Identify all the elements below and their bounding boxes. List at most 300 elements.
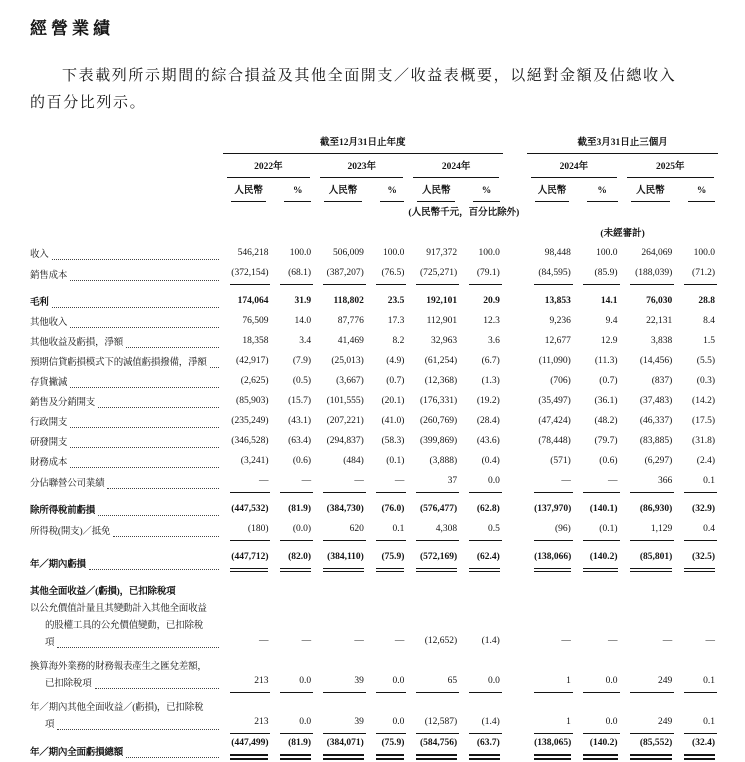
cell-amount: 249 — [622, 652, 677, 693]
cell-amount: (85,903) — [236, 396, 269, 406]
cell-amount: (83,885) — [639, 436, 673, 446]
cell-percent: 31.9 — [294, 296, 312, 306]
group-gap — [504, 352, 526, 372]
cell-percent: 0.1 — [676, 472, 719, 493]
cell-amount — [315, 574, 368, 601]
row-label-text: 年／期內全面虧損總額 — [30, 748, 124, 758]
cell-amount: 37 — [408, 472, 461, 493]
cell-amount: 1 — [526, 652, 575, 693]
cell-amount: (2,625) — [240, 376, 269, 386]
dotted-leader — [70, 280, 219, 281]
table-row — [30, 601, 719, 652]
table-row — [30, 332, 719, 352]
row-label-text: 換算海外業務的財務報表產生之匯兌差額， — [30, 662, 207, 672]
cell-percent: 0.0 — [575, 693, 622, 734]
dotted-leader — [107, 488, 218, 489]
unit-note: (人民幣千元，百分比除外) — [408, 208, 520, 218]
cell-percent: 8.4 — [703, 316, 715, 326]
cell-percent: (1.4) — [481, 636, 500, 646]
year-header-2: 2023年 — [315, 154, 408, 178]
row-label-text: 項 — [45, 638, 55, 648]
table-row — [30, 520, 719, 541]
cell-amount: 39 — [315, 693, 368, 734]
group-gap — [504, 520, 526, 541]
row-label — [30, 472, 222, 493]
dotted-leader — [70, 447, 219, 448]
cell-amount — [408, 574, 461, 601]
cell-percent: 20.9 — [483, 296, 500, 306]
unit-pct-header: % — [272, 178, 315, 202]
row-label-text: 所得稅(開支)／抵免 — [30, 527, 111, 537]
cell-percent: (48.2) — [594, 416, 618, 426]
cell-percent: (1.3) — [481, 376, 500, 386]
cell-amount: (447,712) — [222, 541, 273, 574]
table-row — [30, 493, 719, 520]
dotted-leader — [70, 387, 219, 388]
row-label-text: 銷售成本 — [30, 271, 68, 281]
cell-amount: 917,372 — [426, 248, 458, 258]
cell-percent: (81.9) — [288, 504, 312, 514]
cell-percent: — — [272, 472, 315, 493]
row-label-text: 銷售及分銷開支 — [30, 398, 96, 408]
cell-amount: 87,776 — [337, 316, 364, 326]
row-label — [30, 392, 222, 412]
cell-percent: 23.5 — [387, 296, 405, 306]
table-row — [30, 352, 719, 372]
row-label-text: 存貨撇減 — [30, 378, 68, 388]
cell-amount: — — [662, 636, 673, 646]
cell-percent: 0.1 — [676, 652, 719, 693]
cell-amount: (447,532) — [231, 504, 269, 514]
table-body — [30, 244, 719, 762]
group-gap — [504, 154, 526, 178]
group-gap — [504, 693, 526, 734]
cell-percent: (15.7) — [288, 396, 312, 406]
row-label — [30, 520, 222, 541]
cell-percent: — — [301, 636, 312, 646]
cell-percent: (2.4) — [696, 456, 715, 466]
row-label — [30, 601, 222, 652]
cell-amount: — — [222, 472, 273, 493]
cell-amount: 98,448 — [544, 248, 571, 258]
dotted-leader — [98, 515, 219, 516]
table-row — [30, 693, 719, 734]
cell-percent: (75.9) — [368, 734, 409, 762]
dotted-leader — [70, 327, 219, 328]
unit-pct-header: % — [575, 178, 622, 202]
unit-rmb-header: 人民幣 — [408, 178, 461, 202]
cell-amount: (12,652) — [424, 636, 458, 646]
cell-amount: (260,769) — [419, 416, 458, 426]
cell-amount: 366 — [622, 472, 677, 493]
cell-percent: 8.2 — [392, 336, 405, 346]
cell-percent: — — [608, 636, 618, 646]
group-gap — [504, 223, 526, 244]
group-gap — [504, 493, 526, 520]
cell-amount: (384,071) — [315, 734, 368, 762]
cell-amount: (447,499) — [222, 734, 273, 762]
cell-percent: 100.0 — [693, 248, 715, 258]
cell-percent: 0.0 — [272, 652, 315, 693]
cell-percent: 17.3 — [387, 316, 405, 326]
row-label-text: 其他收益及虧損，淨額 — [30, 338, 124, 348]
cell-amount: (384,730) — [326, 504, 364, 514]
cell-percent: (11.3) — [594, 356, 618, 366]
cell-amount: (46,337) — [639, 416, 673, 426]
table-row — [30, 412, 719, 432]
cell-amount: (137,970) — [534, 504, 572, 514]
cell-percent — [272, 574, 315, 601]
cell-percent: (140.2) — [575, 541, 622, 574]
row-label-text: 的股權工具的公允價值變動，已扣除稅 — [45, 621, 204, 631]
row-label-text: 項 — [45, 720, 55, 730]
row-label-text: 其他全面收益／(虧損)，已扣除稅項 — [30, 587, 176, 597]
cell-percent: (0.6) — [599, 456, 618, 466]
cell-amount: (12,587) — [408, 693, 461, 734]
cell-amount: (346,528) — [231, 436, 269, 446]
cell-amount: (180) — [222, 520, 273, 541]
table-row — [30, 574, 719, 601]
group-gap — [504, 264, 526, 285]
dotted-leader — [52, 307, 219, 308]
dotted-leader — [126, 757, 219, 758]
period-annual-header: 截至12月31日止年度 — [222, 133, 504, 154]
dotted-leader — [89, 569, 219, 570]
header-spacer — [30, 133, 222, 154]
cell-percent: (20.1) — [381, 396, 405, 406]
header-unaudited-row — [30, 223, 719, 244]
cell-amount: (12,368) — [424, 376, 458, 386]
row-label — [30, 332, 222, 352]
cell-percent: 100.0 — [478, 248, 500, 258]
cell-amount: — — [561, 636, 571, 646]
cell-percent — [461, 574, 504, 601]
group-gap — [504, 392, 526, 412]
cell-percent: (43.6) — [476, 436, 500, 446]
intro-paragraph — [30, 63, 719, 117]
cell-amount: 1 — [526, 693, 575, 734]
cell-percent: (14.2) — [692, 396, 715, 406]
cell-amount: (101,555) — [326, 396, 364, 406]
header-year-row — [30, 154, 719, 178]
cell-amount: — — [258, 636, 269, 646]
cell-percent: (63.7) — [461, 734, 504, 762]
cell-amount: (571) — [550, 456, 571, 466]
dotted-leader — [98, 407, 219, 408]
intro-line-1: 下表載列所示期間的綜合損益及其他全面開支／收益表概要，以絕對金額及佔總收入 — [62, 68, 677, 84]
cell-percent: 14.1 — [600, 296, 618, 306]
group-gap — [504, 178, 526, 202]
cell-amount: 4,308 — [408, 520, 461, 541]
cell-percent: (4.9) — [386, 356, 405, 366]
header-note-row — [30, 202, 719, 223]
header-spacer — [30, 223, 504, 244]
row-label-text: 行政開支 — [30, 418, 68, 428]
dotted-leader — [52, 259, 219, 260]
year-header-1: 2022年 — [222, 154, 315, 178]
dotted-leader — [57, 647, 218, 648]
cell-amount — [222, 574, 273, 601]
cell-amount: 213 — [222, 693, 273, 734]
cell-percent: 0.0 — [272, 693, 315, 734]
cell-amount: (294,837) — [326, 436, 364, 446]
cell-percent: (0.0) — [272, 520, 315, 541]
dotted-leader — [57, 729, 218, 730]
group-gap — [504, 472, 526, 493]
group-gap — [504, 452, 526, 472]
group-gap — [504, 312, 526, 332]
cell-percent: (63.4) — [288, 436, 312, 446]
group-gap — [504, 285, 526, 312]
row-label — [30, 372, 222, 392]
cell-percent: 3.6 — [487, 336, 500, 346]
cell-amount: (96) — [526, 520, 575, 541]
cell-percent: 0.5 — [461, 520, 504, 541]
row-label — [30, 452, 222, 472]
header-spacer — [30, 202, 408, 223]
group-gap — [504, 432, 526, 452]
row-label-text: 年／期內虧損 — [30, 560, 86, 570]
cell-amount: (47,424) — [538, 416, 571, 426]
cell-amount: (35,497) — [538, 396, 571, 406]
year-header-3: 2024年 — [408, 154, 503, 178]
cell-amount: 112,901 — [426, 316, 458, 326]
cell-percent: (1.4) — [461, 693, 504, 734]
cell-percent: (75.9) — [368, 541, 409, 574]
table-row — [30, 244, 719, 264]
cell-amount: (84,595) — [526, 264, 575, 285]
cell-percent — [676, 574, 719, 601]
cell-percent: (0.6) — [292, 456, 312, 466]
header-period-row — [30, 133, 719, 154]
cell-amount: 32,963 — [431, 336, 458, 346]
cell-amount: (11,090) — [538, 356, 571, 366]
cell-percent: (41.0) — [381, 416, 405, 426]
financial-summary-table — [30, 133, 719, 762]
cell-amount: (706) — [550, 376, 571, 386]
cell-percent: 0.4 — [676, 520, 719, 541]
cell-amount: (387,207) — [315, 264, 368, 285]
group-gap — [504, 244, 526, 264]
cell-percent: (19.2) — [476, 396, 500, 406]
cell-amount: 18,358 — [242, 336, 269, 346]
dotted-leader — [113, 536, 218, 537]
cell-amount: (576,477) — [419, 504, 458, 514]
cell-percent: (62.8) — [476, 504, 500, 514]
dotted-leader — [70, 427, 219, 428]
row-label-text: 預期信貸虧損模式下的減值虧損撥備，淨額 — [30, 358, 207, 368]
cell-amount: 620 — [315, 520, 368, 541]
row-label — [30, 574, 222, 601]
group-gap — [504, 574, 526, 601]
row-label — [30, 244, 222, 264]
cell-percent: (71.2) — [676, 264, 719, 285]
cell-amount: 1,129 — [622, 520, 677, 541]
dotted-leader — [70, 467, 219, 468]
cell-amount: (138,065) — [526, 734, 575, 762]
cell-amount: (584,756) — [408, 734, 461, 762]
intro-line-2: 的百分比列示。 — [30, 95, 147, 111]
cell-percent: 100.0 — [596, 248, 618, 258]
dotted-leader — [210, 367, 219, 368]
table-row — [30, 734, 719, 762]
header-spacer — [30, 154, 222, 178]
table-row — [30, 472, 719, 493]
cell-percent: (140.2) — [575, 734, 622, 762]
cell-amount: — — [526, 472, 575, 493]
group-gap — [504, 652, 526, 693]
unit-rmb-header: 人民幣 — [315, 178, 368, 202]
cell-percent: 0.1 — [676, 693, 719, 734]
cell-amount: 249 — [622, 693, 677, 734]
unit-rmb-header: 人民幣 — [222, 178, 273, 202]
row-label — [30, 285, 222, 312]
cell-amount: (42,917) — [236, 356, 269, 366]
group-gap — [504, 412, 526, 432]
table-row — [30, 452, 719, 472]
cell-amount: 506,009 — [332, 248, 364, 258]
cell-percent: 9.4 — [605, 316, 618, 326]
cell-amount: 9,236 — [549, 316, 571, 326]
cell-percent: 0.0 — [368, 693, 409, 734]
cell-percent: (36.1) — [594, 396, 618, 406]
cell-percent: (6.7) — [481, 356, 500, 366]
cell-percent — [575, 574, 622, 601]
table-row — [30, 541, 719, 574]
row-label — [30, 652, 222, 693]
group-gap — [504, 541, 526, 574]
cell-percent: (32.5) — [676, 541, 719, 574]
row-label — [30, 412, 222, 432]
cell-amount: 13,853 — [544, 296, 571, 306]
unit-pct-header: % — [461, 178, 504, 202]
year-header-4: 2024年 — [526, 154, 621, 178]
row-label — [30, 734, 222, 762]
cell-amount: (176,331) — [419, 396, 458, 406]
row-label-text: 以公允價值計量且其變動計入其他全面收益 — [30, 604, 207, 614]
cell-percent: (82.0) — [272, 541, 315, 574]
table-row — [30, 264, 719, 285]
row-label-text: 已扣除稅項 — [45, 679, 92, 689]
group-gap — [504, 601, 526, 652]
cell-amount: (188,039) — [622, 264, 677, 285]
table-row — [30, 432, 719, 452]
cell-amount: (399,869) — [419, 436, 458, 446]
cell-percent: (140.1) — [589, 504, 618, 514]
dotted-leader — [95, 688, 219, 689]
cell-percent: (5.5) — [696, 356, 715, 366]
cell-amount: (3,241) — [240, 456, 269, 466]
cell-percent: 0.0 — [461, 472, 504, 493]
cell-percent — [368, 574, 409, 601]
table-row — [30, 652, 719, 693]
cell-percent: (28.4) — [476, 416, 500, 426]
cell-amount: (484) — [343, 456, 364, 466]
cell-amount: 41,469 — [337, 336, 364, 346]
cell-amount: (6,297) — [644, 456, 673, 466]
header-spacer — [526, 202, 719, 223]
cell-percent: (58.3) — [381, 436, 405, 446]
cell-percent: (81.9) — [272, 734, 315, 762]
row-label-text: 財務成本 — [30, 458, 68, 468]
row-label-text: 其他收入 — [30, 318, 68, 328]
row-label — [30, 693, 222, 734]
group-gap — [504, 372, 526, 392]
table-row — [30, 392, 719, 412]
cell-amount: (384,110) — [315, 541, 368, 574]
page-title: 經營業績 — [30, 19, 114, 38]
cell-percent: 0.0 — [368, 652, 409, 693]
cell-amount: (86,930) — [639, 504, 673, 514]
table-header — [30, 133, 719, 244]
cell-amount: 12,677 — [544, 336, 571, 346]
cell-amount: (25,013) — [331, 356, 364, 366]
table-row — [30, 312, 719, 332]
row-label — [30, 493, 222, 520]
cell-percent: (32.4) — [676, 734, 719, 762]
cell-percent: 0.1 — [368, 520, 409, 541]
cell-percent: (0.4) — [481, 456, 500, 466]
cell-percent: 0.0 — [575, 652, 622, 693]
cell-percent: (79.1) — [461, 264, 504, 285]
row-label — [30, 541, 222, 574]
row-label-text: 年／期內其他全面收益／(虧損)，已扣除稅 — [30, 703, 204, 713]
group-gap — [504, 332, 526, 352]
cell-percent: (43.1) — [288, 416, 312, 426]
cell-amount: — — [315, 472, 368, 493]
group-gap — [504, 734, 526, 762]
cell-percent: 0.0 — [461, 652, 504, 693]
cell-percent: 28.8 — [698, 296, 715, 306]
row-label — [30, 352, 222, 372]
year-header-5: 2025年 — [622, 154, 720, 178]
cell-percent: 100.0 — [289, 248, 312, 258]
cell-percent: (0.5) — [292, 376, 312, 386]
cell-amount: 264,069 — [641, 248, 673, 258]
row-label-text: 收入 — [30, 250, 49, 260]
cell-amount: (14,456) — [639, 356, 673, 366]
cell-percent: (62.4) — [461, 541, 504, 574]
cell-percent: (68.1) — [272, 264, 315, 285]
period-quarter-header: 截至3月31日止三個月 — [526, 133, 719, 154]
cell-amount: 3,838 — [650, 336, 673, 346]
cell-percent: (0.1) — [386, 456, 405, 466]
cell-amount: 118,802 — [333, 296, 364, 306]
row-label-text: 除所得稅前虧損 — [30, 506, 96, 516]
cell-percent: (79.7) — [594, 436, 618, 446]
cell-percent: — — [575, 472, 622, 493]
table-row — [30, 285, 719, 312]
cell-percent: (0.7) — [386, 376, 405, 386]
cell-percent: (0.1) — [575, 520, 622, 541]
cell-amount: (138,066) — [526, 541, 575, 574]
cell-amount: (837) — [651, 376, 673, 386]
cell-percent: (7.9) — [292, 356, 312, 366]
cell-percent: (17.5) — [692, 416, 715, 426]
cell-amount: (207,221) — [326, 416, 364, 426]
cell-amount: 65 — [408, 652, 461, 693]
cell-amount: (78,448) — [538, 436, 571, 446]
cell-amount: 39 — [315, 652, 368, 693]
cell-percent: (85.9) — [575, 264, 622, 285]
cell-amount: (37,483) — [639, 396, 673, 406]
cell-amount: (3,667) — [336, 376, 364, 386]
cell-amount: (61,254) — [424, 356, 458, 366]
cell-percent: 12.3 — [483, 316, 500, 326]
unit-rmb-header: 人民幣 — [622, 178, 677, 202]
row-label — [30, 264, 222, 285]
row-label-text: 毛利 — [30, 298, 49, 308]
